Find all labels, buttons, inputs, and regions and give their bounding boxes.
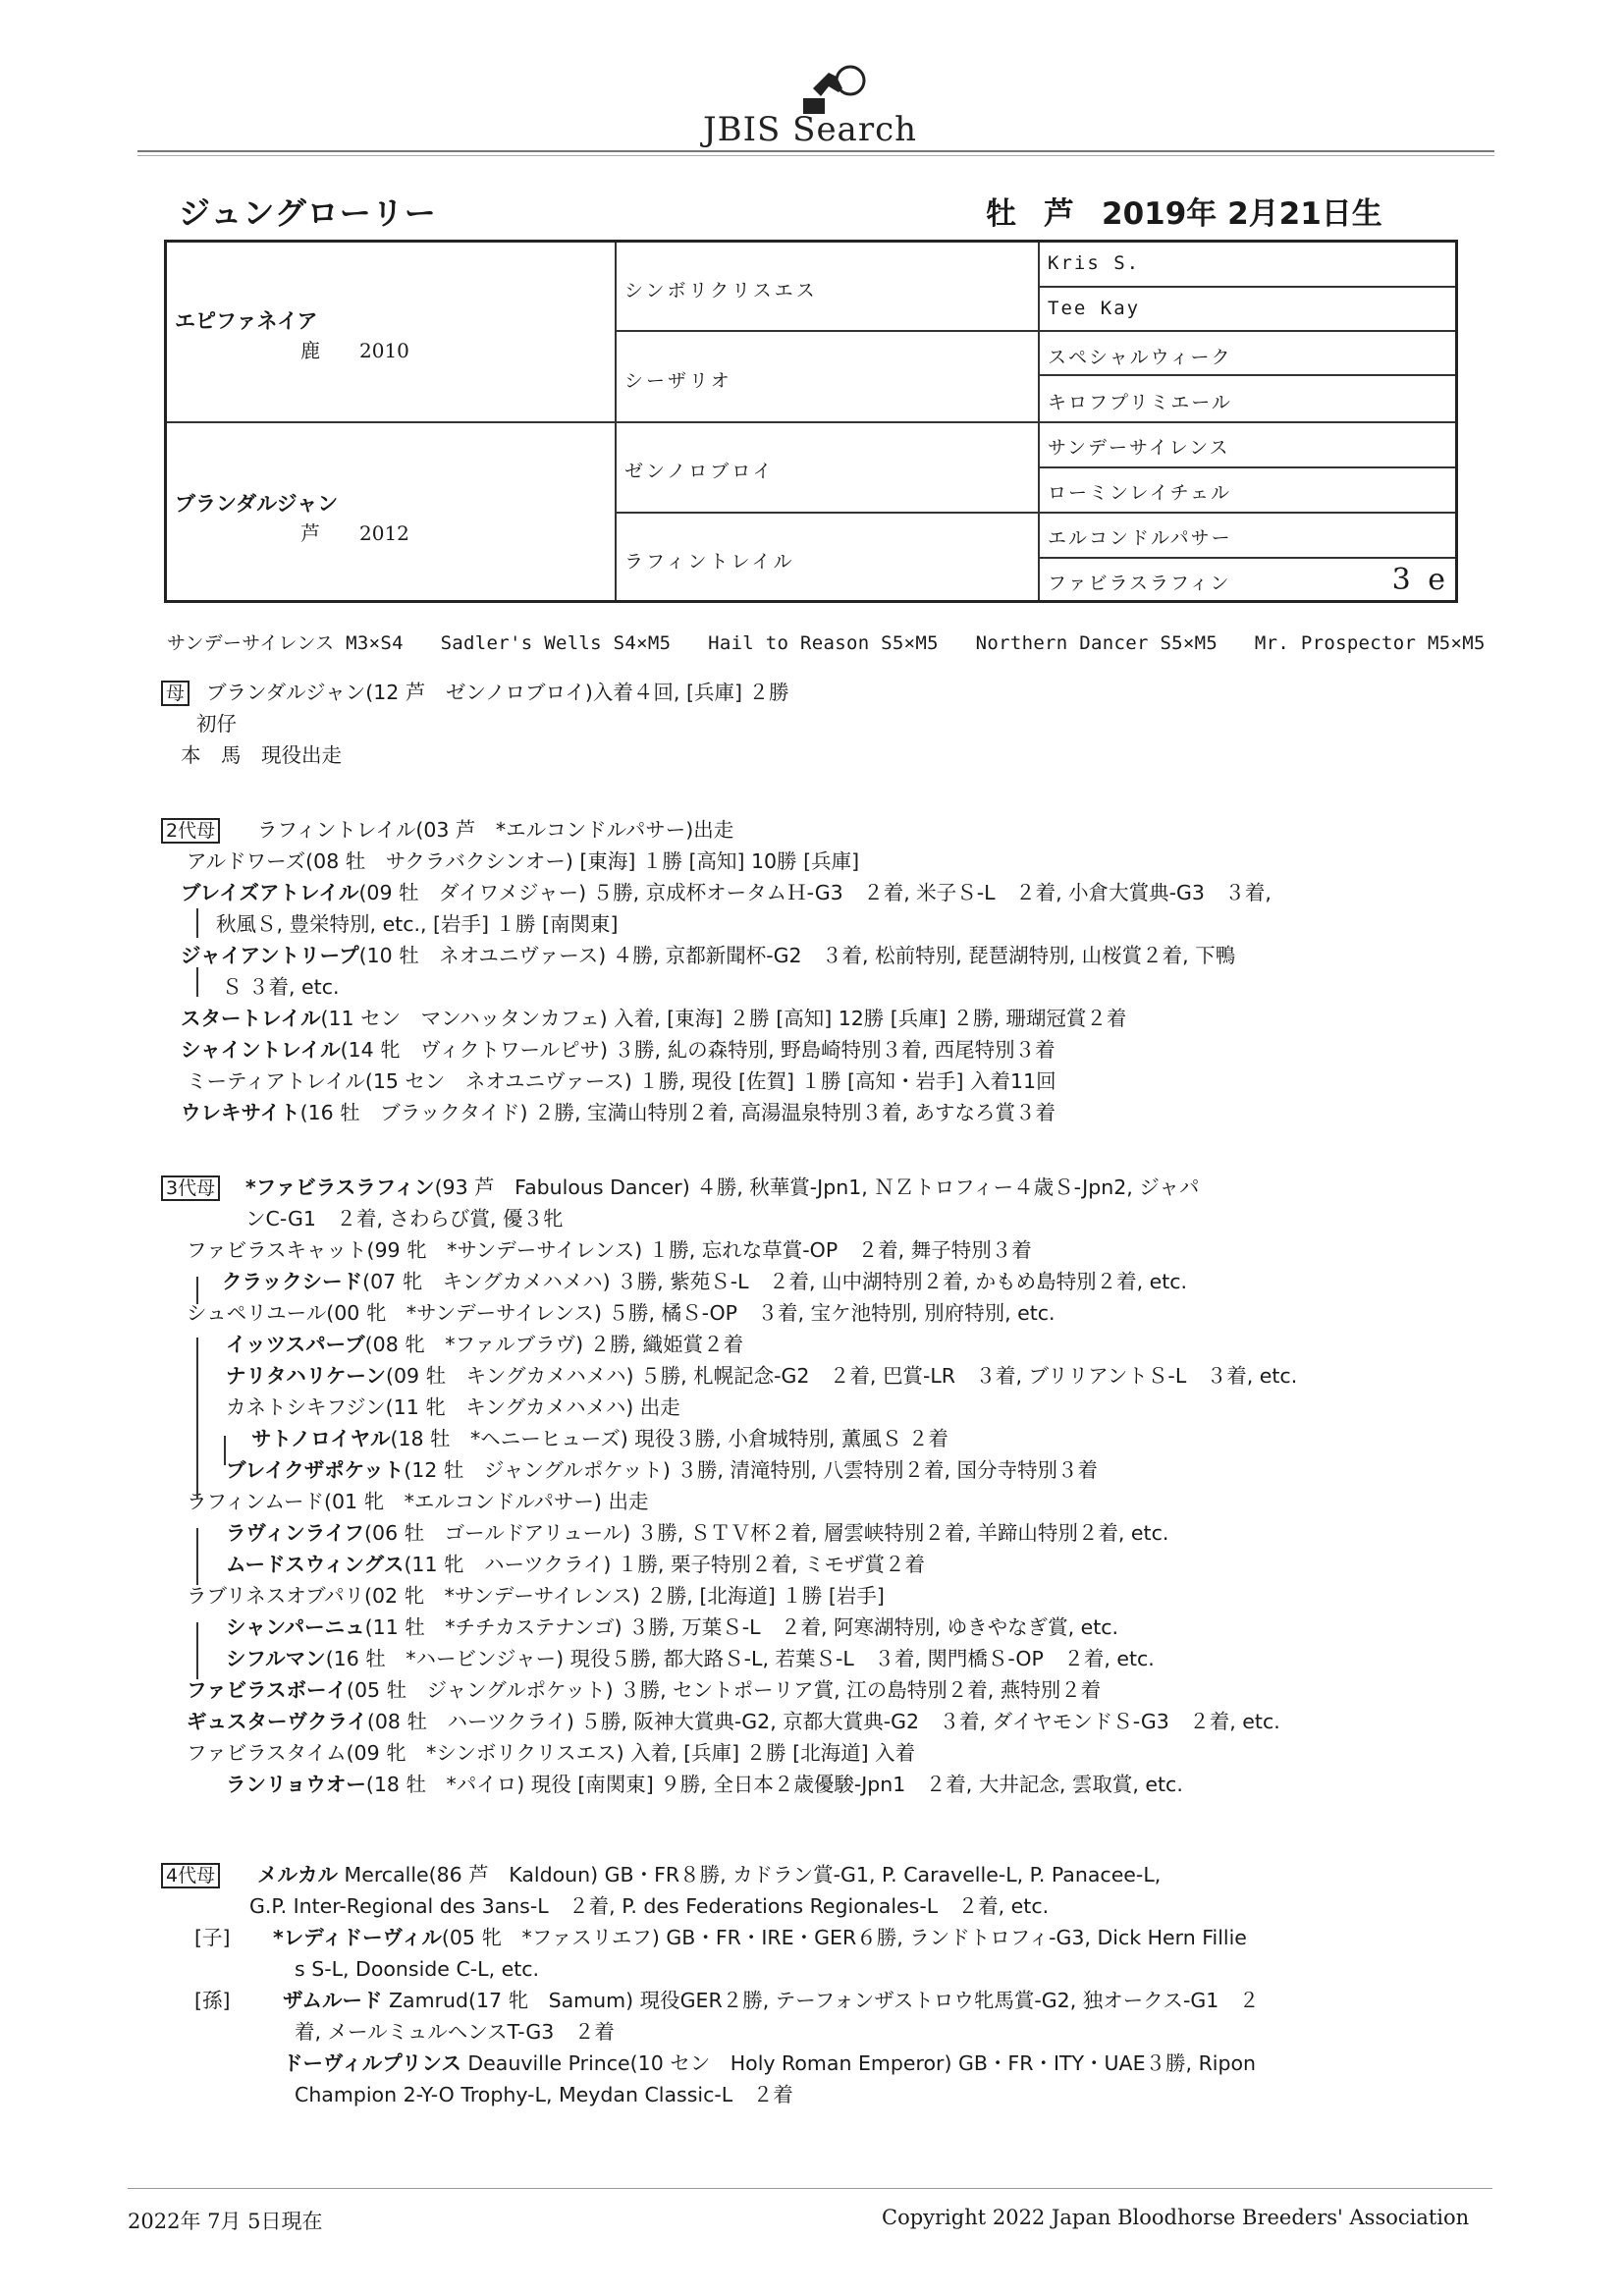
gen3-8: ファビラスラフィン [1048,573,1231,594]
family-line: シュペリユール(00 牝 *サンデーサイレンス) ５勝, 橘Ｓ-OP ３着, 宝ケ池特別, 別府特別, etc. [187,1301,1056,1325]
g2-divider-1 [615,330,1455,332]
header-rule [137,150,1494,152]
horse-meta [986,189,1382,233]
logo-text: JBIS Search [703,110,918,149]
footer-date: 2022年 7月 5日現在 [128,2210,323,2233]
gen3-6: ローミンレイチェル [1048,482,1232,504]
header-rule-thin [137,155,1494,156]
family-line: ブレイズアトレイル(09 牡 ダイワメジャー) ５勝, 京成杯オータムＨ-G3 ２着, 米子Ｓ-L ２着, 小倉大賞典-G3 ３着, [181,881,1272,904]
horse-sex: 牡 [986,196,1016,232]
footer-rule [128,2188,1492,2189]
family-line: 本 馬 現役出走 [181,743,342,767]
family-line: サトノロイヤル(18 牡 *ヘニーヒューズ) 現役３勝, 小倉城特別, 薫風Ｓ ２着 [251,1427,948,1450]
gen2-sire-dam: シーザリオ [624,370,732,392]
section-tag-dam4: 4代母 [161,1860,230,1889]
family-line: *ファビラスラフィン(93 芦 Fabulous Dancer) ４勝, 秋華賞-Jpn1, ＮＺトロフィー４歳Ｓ-Jpn2, ジャパ [245,1175,1200,1199]
gen3-4: キロフプリミエール [1048,392,1232,413]
dam-color-year: 芦 2012 [300,521,409,545]
section-tag-dam3: 3代母 [161,1173,230,1202]
family-line: ファビラスキャット(99 牝 *サンデーサイレンス) １勝, 忘れな草賞-OP ２着, 舞子特別３着 [187,1238,1032,1262]
g3-divider [1038,286,1455,288]
family-line: シャイントレイル(14 牝 ヴィクトワールピサ) ３勝, 糺の森特別, 野島崎特別３着, 西尾特別３着 [181,1038,1056,1062]
dam-name: ブランダルジャン [175,492,339,516]
gen3-3: スペシャルウィーク [1048,347,1232,368]
family-line: アルドワーズ(08 牡 サクラバクシンオー) [東海] １勝 [高知] 10勝 [兵庫] [187,849,860,873]
inbreed-item: サンデーサイレンス M3×S4 [167,632,404,654]
inbreed-item: Sadler's Wells S4×M5 [440,632,672,654]
family-line: ラヴィンライフ(06 牡 ゴールドアリュール) ３勝, ＳＴＶ杯２着, 層雲峡特別２着, 羊蹄山特別２着, etc. [226,1521,1169,1545]
family-line: クラックシード(07 牝 キングカメハメハ) ３勝, 紫苑Ｓ-L ２着, 山中湖特別２着, かもめ島特別２着, etc. [222,1270,1188,1293]
gen3-2: Tee Kay [1048,298,1141,319]
family-line: 初仔 [196,712,237,736]
sire-name: エピファネイア [175,309,318,333]
family-line: シャンパーニュ(11 牡 *チチカステナンゴ) ３勝, 万葉Ｓ-L ２着, 阿寒湖特別, ゆきやなぎ賞, etc. [226,1615,1119,1639]
family-line: Ｓ ３着, etc. [222,975,340,999]
gen2-sire-sire: シンボリクリスエス [624,280,818,301]
family-line: シフルマン(16 牡 *ハービンジャー) 現役５勝, 都大路Ｓ-L, 若葉Ｓ-L ３着, 関門橋Ｓ-OP ２着, etc. [226,1647,1155,1670]
inbreeding-line [167,629,1486,655]
connector-bar [224,1436,226,1465]
gen2-dam-sire: ゼンノロブロイ [624,461,775,482]
connector-bar [196,1622,198,1679]
inbreed-item: Hail to Reason S5×M5 [708,632,939,654]
gen3-5: サンデーサイレンス [1048,437,1230,459]
family-line: ラフィンムード(01 牝 *エルコンドルパサー) 出走 [187,1490,649,1513]
family-line: ラブリネスオブパリ(02 牝 *サンデーサイレンス) ２勝, [北海道] １勝 [岩手] [187,1584,885,1608]
horse-birth: 2019年 2月21日生 [1102,196,1382,232]
family-line: メルカル Mercalle(86 芦 Kaldoun) GB・FR８勝, カドラン賞-G1, P. Caravelle-L, P. Panacee-L, [257,1863,1162,1886]
g3-divider [1038,374,1455,376]
connector-bar [196,1277,198,1304]
horse-magnifier-icon [799,59,888,118]
family-line: ジャイアントリープ(10 牡 ネオユニヴァース) ４勝, 京都新聞杯-G2 ３着, 松前特別, 琵琶湖特別, 山桜賞２着, 下鴨 [181,944,1236,967]
gen3-1: Kris S. [1048,252,1141,274]
family-line: ブレイクザポケット(12 牡 ジャングルポケット) ３勝, 清滝特別, 八雲特別２着, 国分寺特別３着 [226,1458,1098,1482]
gen2-dam-dam: ラフィントレイル [624,551,795,573]
family-line: s S-L, Doonside C-L, etc. [295,1957,540,1981]
family-line: ナリタハリケーン(09 牡 キングカメハメハ) ５勝, 札幌記念-G2 ２着, 巴賞-LR ３着, ブリリアントＳ-L ３着, etc. [226,1364,1298,1388]
inbreed-item: Mr. Prospector M5×M5 [1254,632,1486,654]
family-line: ウレキサイト(16 牡 ブラックタイド) ２勝, 宝満山特別２着, 高湯温泉特別３着, あすなろ賞３着 [181,1101,1056,1124]
section-tag-dam: 母 [161,678,199,707]
gen3-7: エルコンドルパサー [1048,527,1232,549]
g3-divider [1038,557,1455,559]
family-number: 3 e [1391,563,1449,597]
family-line: ラフィントレイル(03 芦 *エルコンドルパサー)出走 [257,818,734,842]
g3-divider [1038,466,1455,468]
g2-divider-3 [615,512,1455,514]
sire-color-year: 鹿 2010 [300,339,409,362]
generation-label: [子] [194,1926,231,1949]
family-line: G.P. Inter-Regional des 3ans-L ２着, P. des Federations Regionales-L ２着, etc. [249,1894,1050,1918]
family-line: ザムルード Zamrud(17 牝 Samum) 現役GER２勝, テーフォンザストロウ牝馬賞-G2, 独オークス-G1 ２ [283,1989,1260,2012]
family-line: ンC-G1 ２着, さわらび賞, 優３牝 [245,1207,564,1230]
family-line: ミーティアトレイル(15 セン ネオユニヴァース) １勝, 現役 [佐賀] １勝 [高知・岩手] 入着11回 [187,1069,1056,1093]
pedigree-table [164,240,1458,603]
section-tag-dam2: 2代母 [161,815,230,845]
family-line: カネトシキフジン(11 牝 キングカメハメハ) 出走 [226,1395,680,1419]
jbis-logo [703,59,948,147]
family-line: *レディドーヴィル(05 牝 *ファスリエフ) GB・FR・IRE・GER６勝, ランドトロフィ-G3, Dick Hern Fillie [273,1926,1247,1949]
family-line: イッツスパーブ(08 牝 *ファルブラヴ) ２勝, 織姫賞２着 [226,1333,744,1356]
connector-bar [196,908,198,938]
family-line: 秋風Ｓ, 豊栄特別, etc., [岩手] １勝 [南関東] [216,912,619,936]
family-line: Champion 2-Y-O Trophy-L, Meydan Classic-L ２着 [295,2083,793,2106]
horse-color: 芦 [1044,196,1074,232]
family-line: ファビラスタイム(09 牝 *シンボリクリスエス) 入着, [兵庫] ２勝 [北海道] 入着 [187,1741,916,1765]
connector-bar [196,1528,198,1585]
sire-dam-divider [167,421,1455,423]
family-line: スタートレイル(11 セン マンハッタンカフェ) 入着, [東海] ２勝 [高知] 12勝 [兵庫] ２勝, 珊瑚冠賞２着 [181,1007,1127,1030]
connector-bar [196,1338,198,1499]
connector-bar [196,967,198,997]
family-line: ドーヴィルプリンス Deauville Prince(10 セン Holy Roman Emperor) GB・FR・ITY・UAE３勝, Ripon [283,2051,1257,2075]
family-line: ファビラスボーイ(05 牡 ジャングルポケット) ３勝, セントポーリア賞, 江の島特別２着, 燕特別２着 [187,1678,1102,1702]
inbreed-item: Northern Dancer S5×M5 [975,632,1218,654]
horse-name: ジュングローリー [179,194,437,232]
family-line: ランリョウオー(18 牡 *パイロ) 現役 [南関東] ９勝, 全日本２歳優駿-Jpn1 ２着, 大井記念, 雲取賞, etc. [226,1773,1183,1796]
family-line: ギュスターヴクライ(08 牡 ハーツクライ) ５勝, 阪神大賞典-G2, 京都大賞典-G2 ３着, ダイヤモンドＳ-G3 ２着, etc. [187,1710,1280,1733]
footer-copyright: Copyright 2022 Japan Bloodhorse Breeders' Association [882,2206,1470,2229]
generation-label: [孫] [194,1989,231,2012]
family-line: ムードスウィングス(11 牝 ハーツクライ) １勝, 栗子特別２着, ミモザ賞２着 [226,1553,925,1576]
family-line: ブランダルジャン(12 芦 ゼンノロブロイ)入着４回, [兵庫] ２勝 [206,681,789,704]
family-line: 着, メールミュルヘンスT-G3 ２着 [295,2020,615,2044]
